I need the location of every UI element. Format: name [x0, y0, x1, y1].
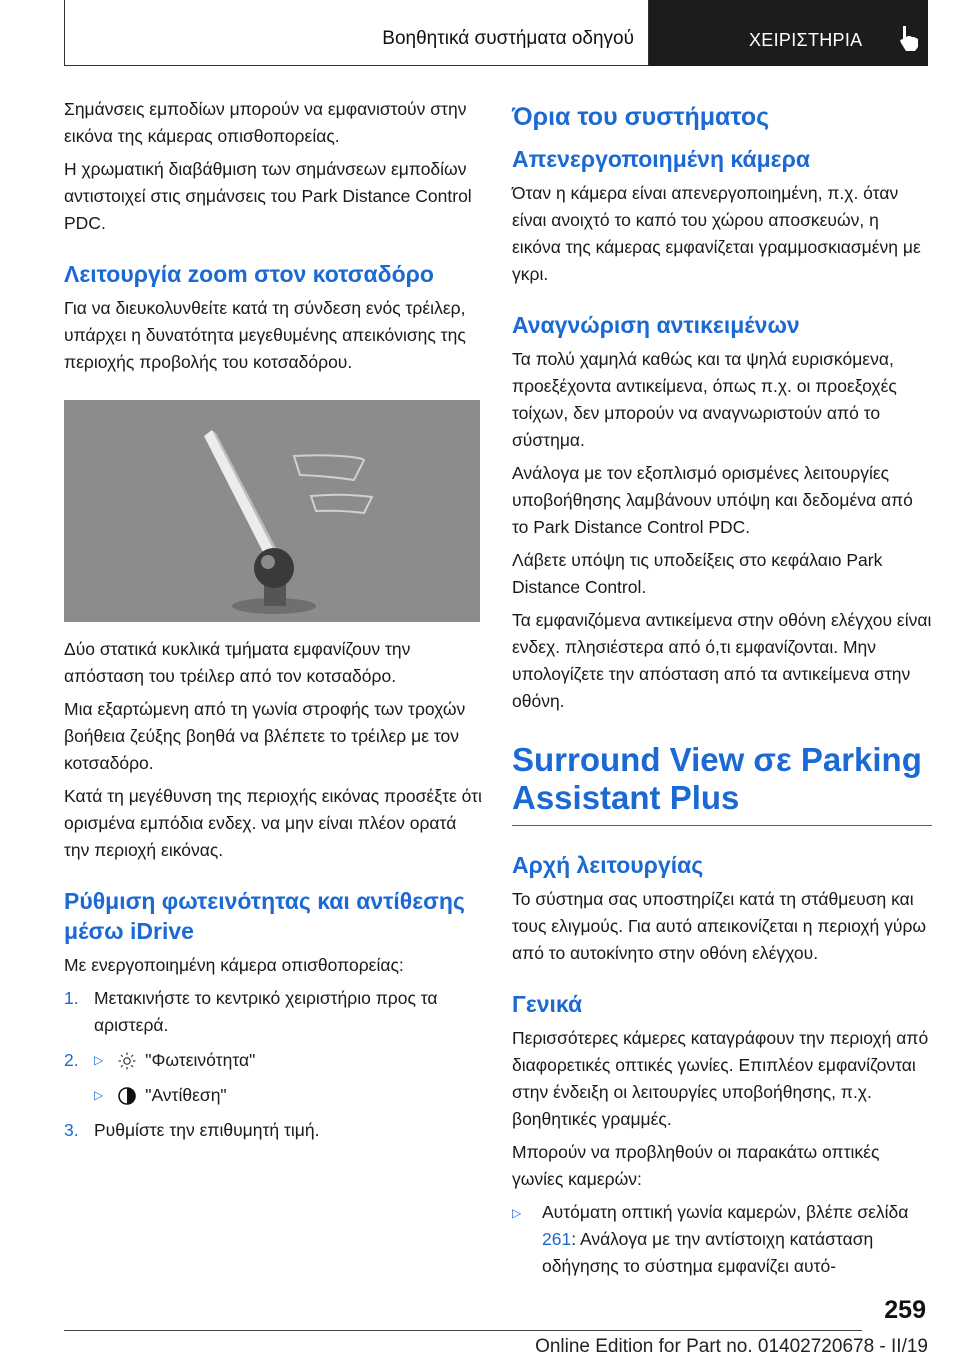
- step-2-number: 2.: [64, 1050, 79, 1070]
- heading-zoom-hitch: Λειτουργία zoom στον κοτσαδόρο: [64, 261, 434, 287]
- paragraph-obstacle-markings: Σημάνσεις εμποδίων μπορούν να εμφανιστούν στην εικόνα της κάμερας οπισθοπορείας.: [64, 99, 467, 146]
- paragraph-two-segments: Δύο στατικά κυκλικά τμήματα εμφανίζουν την απόσταση του τρέιλερ από τον κοτσαδόρο.: [64, 639, 411, 686]
- heading-disabled-camera: Απενεργοποιημένη κάμερα: [512, 146, 810, 172]
- hitch-camera-illustration: [64, 400, 480, 622]
- triangle-right-icon: ▷: [512, 1206, 522, 1220]
- page-link-261[interactable]: 261: [542, 1229, 572, 1249]
- triangle-right-icon: ▷: [94, 1053, 104, 1067]
- step-3-number: 3.: [64, 1120, 79, 1140]
- paragraph-zoom-description: Για να διευκολυνθείτε κατά τη σύνδεση ενός τρέιλερ, υπάρχει η δυνατότητα μεγεθυμένης απεικόνισης της περιοχής προβολής του κοτσαδόρου.: [64, 298, 466, 372]
- manual-label: ΧΕΙΡΙΣΤΗΡΙΑ: [749, 30, 863, 50]
- paragraph-disabled-camera: Όταν η κάμερα είναι απενεργοποιημένη, π.χ. όταν είναι ανοιχτό το καπό του χώρου αποσκευών, η εικόνα της κάμερας εμφανίζεται γραμμοσκιασμένη με γκρι.: [512, 183, 921, 284]
- paragraph-color-gradient: Η χρωματική διαβάθμιση των σημάνσεων εμποδίων αντιστοιχεί στις σημάνσεις του Park Distance Control PDC.: [64, 159, 472, 233]
- paragraph-see-chapter: Λάβετε υπόψη τις υποδείξεις στο κεφάλαιο Park Distance Control.: [512, 550, 883, 597]
- paragraph-general-cameras: Περισσότερες κάμερες καταγράφουν την περιοχή από διαφορετικές οπτικές γωνίες. Επιπλέον εμφανίζονται στην ένδειξη οι λειτουργίες υποβοήθησης, π.χ. βοηθητικές γραμμές.: [512, 1028, 929, 1129]
- menu-item-brightness: "Φωτεινότητα": [145, 1050, 256, 1070]
- camera-views-list: [512, 1199, 932, 1280]
- heading-brightness-contrast: Ρύθμιση φωτεινότητας και αντίθεσης μέσω iDrive: [64, 888, 465, 944]
- step-2: [64, 1047, 484, 1074]
- step-3-text: Ρυθμίστε την επιθυμητή τιμή.: [94, 1120, 320, 1140]
- paragraph-coupling-aid: Μια εξαρτώμενη από τη γωνία στροφής των τροχών βοήθεια ζεύξης βοηθά να βλέπετε το τρέιλερ με τον κοτσαδόρο.: [64, 699, 466, 773]
- paragraph-with-camera-active: Με ενεργοποιημένη κάμερα οπισθοπορείας:: [64, 955, 404, 975]
- step-1-text: Μετακινήστε το κεντρικό χειριστήριο προς τα αριστερά.: [94, 988, 438, 1035]
- list-item-auto-view: [512, 1199, 932, 1280]
- paragraph-equipment-pdc: Ανάλογα με τον εξοπλισμό ορισμένες λειτουργίες υποβοήθησης λαμβάνουν υπόψη και δεδομένα από το Park Distance Control PDC.: [512, 463, 913, 537]
- paragraph-camera-views: Μπορούν να προβληθούν οι παρακάτω οπτικές γωνίες καμερών:: [512, 1142, 880, 1189]
- right-column: [512, 96, 932, 1280]
- bullet-1-text-b: : Ανάλογα με την αντίστοιχη κατάσταση οδήγησης το σύστημα εμφανίζει αυτό-: [542, 1229, 874, 1276]
- step-1: [64, 985, 484, 1039]
- bullet-1-text-a: Αυτόματη οπτική γωνία καμερών, βλέπε σελίδα: [542, 1202, 909, 1222]
- sun-icon: [117, 1051, 137, 1071]
- hand-pointer-icon: [897, 24, 923, 52]
- heading-system-limits: Όρια του συστήματος: [512, 103, 770, 131]
- heading-principle: Αρχή λειτουργίας: [512, 852, 704, 878]
- page-number: 259: [884, 1296, 926, 1324]
- step-1-number: 1.: [64, 988, 79, 1008]
- heading-object-detection: Αναγνώριση αντικειμένων: [512, 312, 800, 338]
- heading-surround-view: Surround View σε Parking Assistant Plus: [512, 741, 932, 826]
- paragraph-principle: Το σύστημα σας υποστηρίζει κατά τη στάθμευση και τους ελιγμούς. Για αυτό απεικονίζεται η περιοχή γύρω από το αυτοκίνητο στην οθόνη ελέγχου.: [512, 889, 927, 963]
- steps-list: [64, 985, 484, 1144]
- hitch-camera-figure: [64, 400, 480, 622]
- header-section-box: [64, 0, 649, 66]
- left-column: [64, 96, 484, 1152]
- paragraph-low-high-objects: Τα πολύ χαμηλά καθώς και τα ψηλά ευρισκόμενα, προεξέχοντα αντικείμενα, όπως π.χ. οι προεξοχές τοίχων, δεν μπορούν να αναγνωριστούν από το σύστημα.: [512, 349, 897, 450]
- step-3: [64, 1117, 484, 1144]
- triangle-right-icon: ▷: [94, 1088, 104, 1102]
- step-2-contrast: [64, 1082, 484, 1109]
- footer-divider: [64, 1330, 862, 1331]
- paragraph-displayed-objects: Τα εμφανιζόμενα αντικείμενα στην οθόνη ελέγχου είναι ενδεχ. πλησιέστερα από ό,τι εμφανίζονται. Μην υπολογίζετε την απόσταση από τα αντικείμενα στην οθόνη.: [512, 610, 932, 711]
- header-manual-tab: [649, 0, 928, 66]
- menu-item-contrast: "Αντίθεση": [145, 1085, 227, 1105]
- heading-general: Γενικά: [512, 991, 583, 1017]
- paragraph-zoom-warning: Κατά τη μεγέθυνση της περιοχής εικόνας προσέξτε ότι ορισμένα εμπόδια ενδεχ. να μην είναι πλέον ορατά την περιοχή εικόνας.: [64, 786, 482, 860]
- footer-edition: Online Edition for Part no. 01402720678 - II/19: [535, 1336, 928, 1357]
- section-title: Βοηθητικά συστήματα οδηγού: [382, 28, 634, 49]
- contrast-icon: [117, 1086, 137, 1106]
